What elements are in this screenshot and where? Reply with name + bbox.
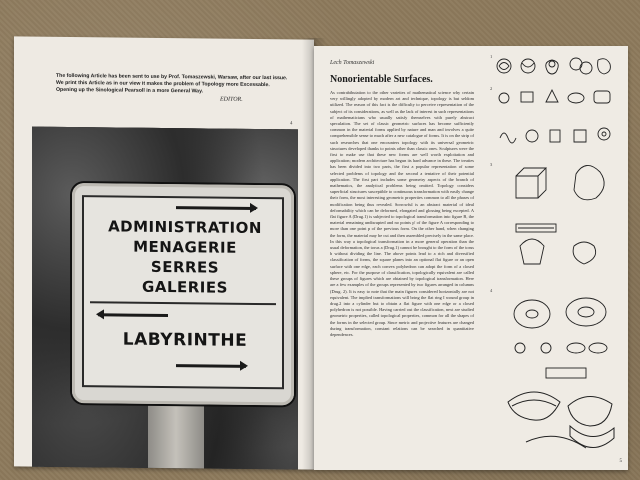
figure-rings (514, 298, 607, 378)
sign-line-galeries: GALERIES (142, 277, 228, 297)
arrow-right-icon (176, 364, 246, 368)
left-page-number: 4 (290, 121, 293, 127)
figure-number-4: 4 (490, 288, 493, 293)
sign-line-administration: ADMINISTRATION (108, 217, 262, 238)
sign-line-labyrinthe: LABYRINTHE (122, 329, 248, 351)
editor-signature: EDITOR. (220, 96, 243, 103)
article-author: Lech Tomaszewski (330, 60, 375, 66)
sign-line-serres: SERRES (150, 257, 220, 277)
figure-bands (508, 392, 614, 448)
figure-row-2 (499, 90, 610, 103)
sign-frame (82, 195, 284, 389)
signpost-photo (32, 127, 298, 470)
article-body: As contrabibutation to the other varieties of mathematical science why certain very willingly adopted by modern art and technique, topology is but seldom utilized. The reason of this fact is the difficulty to perceive representation of the subject of its considerations, as well as the lack of interest in such representations of mathematicians who usually satisfy themselves with purely abstract speculation. The set of classic geometric surfaces has become sufficiently common in the material forms applied by nature and man and involves a quite comprehensible sense to much after a new catalogue of forms. It is on the strip of such researches that one encounters topology with its universal geometric structures developed thanks to points other than classic ones. Sculptures were the first to make use that these new forms are well worth exploitation and application; modern architecture has begun its hard advance in these. The treaties has been divided into two parts, the first a popular representation of some selected problems of topology and the second a tentative of their potential application. The first part includes some geometry aspects of the branch of mathematics, the analytical problems being omitted. Topology considers superficial structures susceptible to continuous transformation with easily change their form, the most interesting geometric properties common to all the phases of modification being thus revealed. Sorrowful is an abstract material of ideal deformability which can be deformed, elongated and glossing being excepted. A flat figure A (Drug.1) is subjected to topological transformation into figure B, the material remaining undisrupted and no points p' of the figure A corresponding to more than one point p of the previous form. On the other hand, when changing the form, the material may be cut and then assembled precisely in the same place. In this way a topological transformation in a more general operation than the usual deformation, the torus a (Drug.1) cannot be brought to the form of the torus b without dividing the line. The above points lead to a rich and diversified classification of forms, the square planes into an optional flat figure or an open surface with one edge, each convex polyhedron can adopt the form of a closed sphere, etc. For the purpose of classification, topologically equivalent are called these groups of figures which are obtained by topological transformation. Here are a few examples of the groups represented by two figures arranged in columns (Drug. 2). It is easy to note that the main figures considered horizontally are not equivalent. The implied transformations will bring the flat ring I wound group in drug.2 into a cylinder but to obtain a flat figure with one edge or a closed polyhedron is not possible. Having carried out the classification, next are studied geometric properties, called topological properties, common for all the shapes of the forms in the selected group. Since metric and projective features are changed during transformation, constant relations can be searched in quantitative dependences. (330, 90, 474, 337)
sign-divider (90, 301, 276, 305)
left-page (14, 36, 314, 469)
topology-figures (486, 46, 624, 470)
intro-paragraph: The following Article has been sent to use by Prof. Tomaszewski, Warsaw, after our last issue. We print this Article as in our view it makes the problem of Topology more Excessable. Opening up the Sinological Pearsoll in a more General Way. (56, 72, 288, 95)
figure-number-1: 1 (490, 54, 493, 59)
figure-sequence (516, 224, 596, 264)
sign-board (72, 183, 294, 405)
sign-line-menagerie: MENAGERIE (133, 237, 237, 257)
figure-row-1 (497, 58, 610, 74)
right-page-number: 5 (619, 459, 622, 464)
arrow-right-icon (176, 206, 256, 210)
figure-row-3 (500, 128, 610, 143)
arrow-left-icon (98, 313, 168, 317)
right-page (314, 46, 628, 470)
figure-number-2: 2 (490, 86, 493, 91)
open-booklet (14, 38, 630, 470)
figure-number-3: 3 (490, 162, 493, 167)
figure-cube (516, 165, 604, 199)
sign-post (148, 400, 204, 470)
article-title: Nonorientable Surfaces. (330, 74, 433, 85)
